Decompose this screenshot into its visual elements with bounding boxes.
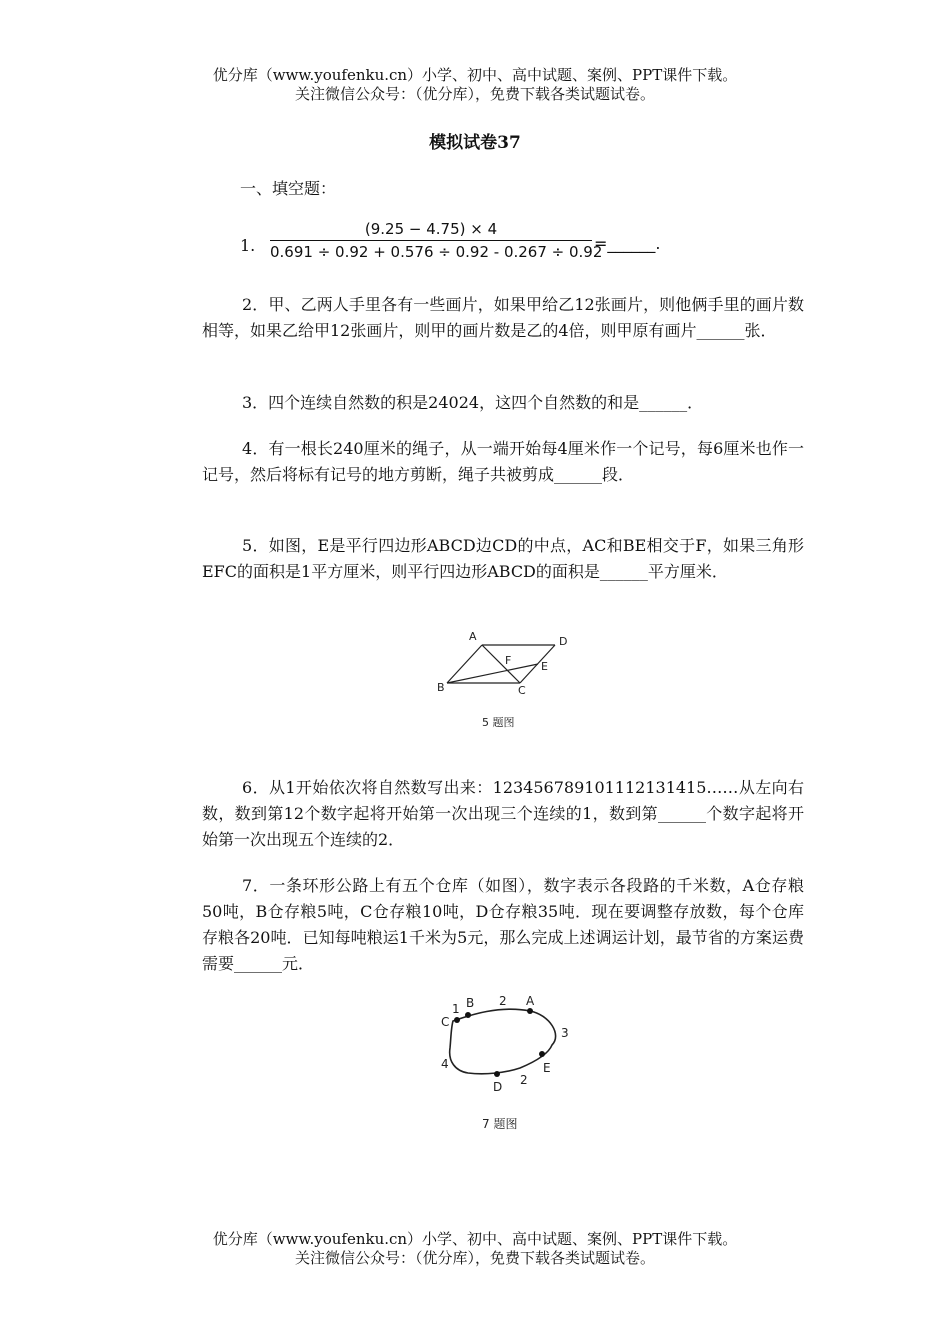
section-label: 一、填空题： bbox=[240, 179, 337, 198]
fraction-numerator: (9.25 − 4.75) × 4 bbox=[364, 220, 498, 238]
point-c bbox=[454, 1017, 460, 1023]
distance-c-b: 1 bbox=[452, 1002, 460, 1016]
question-3: 3．四个连续自然数的积是24024，这四个自然数的和是______． bbox=[242, 393, 704, 412]
footer-line-1: 优分库（www.youfenku.cn）小学、初中、高中试题、案例、PPT课件下载。 bbox=[212, 1230, 738, 1248]
page-footer bbox=[0, 1230, 950, 1268]
fraction bbox=[270, 218, 603, 263]
diagonal-ac bbox=[482, 645, 520, 683]
fraction-denominator: 0.691 ÷ 0.92 + 0.576 ÷ 0.92 - 0.267 ÷ 0.92 bbox=[270, 243, 603, 261]
distance-d-c: 4 bbox=[441, 1057, 449, 1071]
ring-road bbox=[450, 1009, 556, 1074]
distance-a-e: 3 bbox=[561, 1026, 569, 1040]
point-b bbox=[465, 1012, 471, 1018]
header-line-1: 优分库（www.youfenku.cn）小学、初中、高中试题、案例、PPT课件下载。 bbox=[212, 66, 738, 84]
page-header bbox=[0, 66, 950, 104]
label-d: D bbox=[559, 635, 568, 648]
label-f: F bbox=[505, 654, 512, 667]
distance-b-a: 2 bbox=[499, 994, 507, 1008]
label-c: C bbox=[441, 1015, 450, 1029]
label-a: A bbox=[526, 994, 535, 1008]
figure-7-ring-road bbox=[420, 993, 590, 1133]
figure-7-caption: 7 题图 bbox=[482, 1117, 518, 1131]
segment-be bbox=[447, 664, 538, 683]
label-a: A bbox=[469, 630, 477, 643]
question-6: 6．从1开始依次将自然数写出来：123456789101112131415……从左向右数，数到第12个数字起将开始第一次出现三个连续的1，数到第______个数字起将开始第一次出现五个连续的2． bbox=[202, 778, 804, 849]
label-b: B bbox=[437, 681, 445, 694]
distance-e-d: 2 bbox=[520, 1073, 528, 1087]
question-4: 4．有一根长240厘米的绳子，从一端开始每4厘米作一个记号，每6厘米也作一记号，然后将标有记号的地方剪断，绳子共被剪成______段． bbox=[202, 439, 804, 484]
label-d: D bbox=[493, 1080, 503, 1094]
point-d bbox=[494, 1071, 500, 1077]
header-line-2: 关注微信公众号：（优分库），免费下载各类试题试卷。 bbox=[294, 85, 655, 103]
page-title: 模拟试卷37 bbox=[429, 133, 521, 153]
figure-5-parallelogram bbox=[420, 622, 570, 734]
point-e bbox=[539, 1051, 545, 1057]
question-2: 2．甲、乙两人手里各有一些画片，如果甲给乙12张画片，则他俩手里的画片数相等，如果乙给甲12张画片，则甲的画片数是乙的4倍，则甲原有画片______张． bbox=[202, 295, 804, 340]
figure-5-caption: 5 题图 bbox=[482, 716, 515, 729]
label-e: E bbox=[543, 1061, 551, 1075]
point-a bbox=[527, 1008, 533, 1014]
question-1-answer-blank: =______. bbox=[594, 234, 661, 253]
question-7: 7．一条环形公路上有五个仓库（如图），数字表示各段路的千米数，A仓存粮50吨，B仓存粮5吨，C仓存粮10吨，D仓存粮35吨．现在要调整存放数，每个仓库存粮各20吨．已知每吨粮运1千米为5元，那么完成上述调运计划，最节省的方案运费需要______元． bbox=[202, 876, 804, 973]
question-5: 5．如图，E是平行四边形ABCD边CD的中点，AC和BE相交于F，如果三角形EFC的面积是1平方厘米，则平行四边形ABCD的面积是______平方厘米． bbox=[202, 536, 804, 581]
footer-line-2: 关注微信公众号：（优分库），免费下载各类试题试卷。 bbox=[294, 1249, 655, 1267]
label-c: C bbox=[518, 684, 526, 697]
label-e: E bbox=[541, 660, 548, 673]
label-b: B bbox=[466, 996, 475, 1010]
question-1-number: 1. bbox=[240, 236, 256, 255]
